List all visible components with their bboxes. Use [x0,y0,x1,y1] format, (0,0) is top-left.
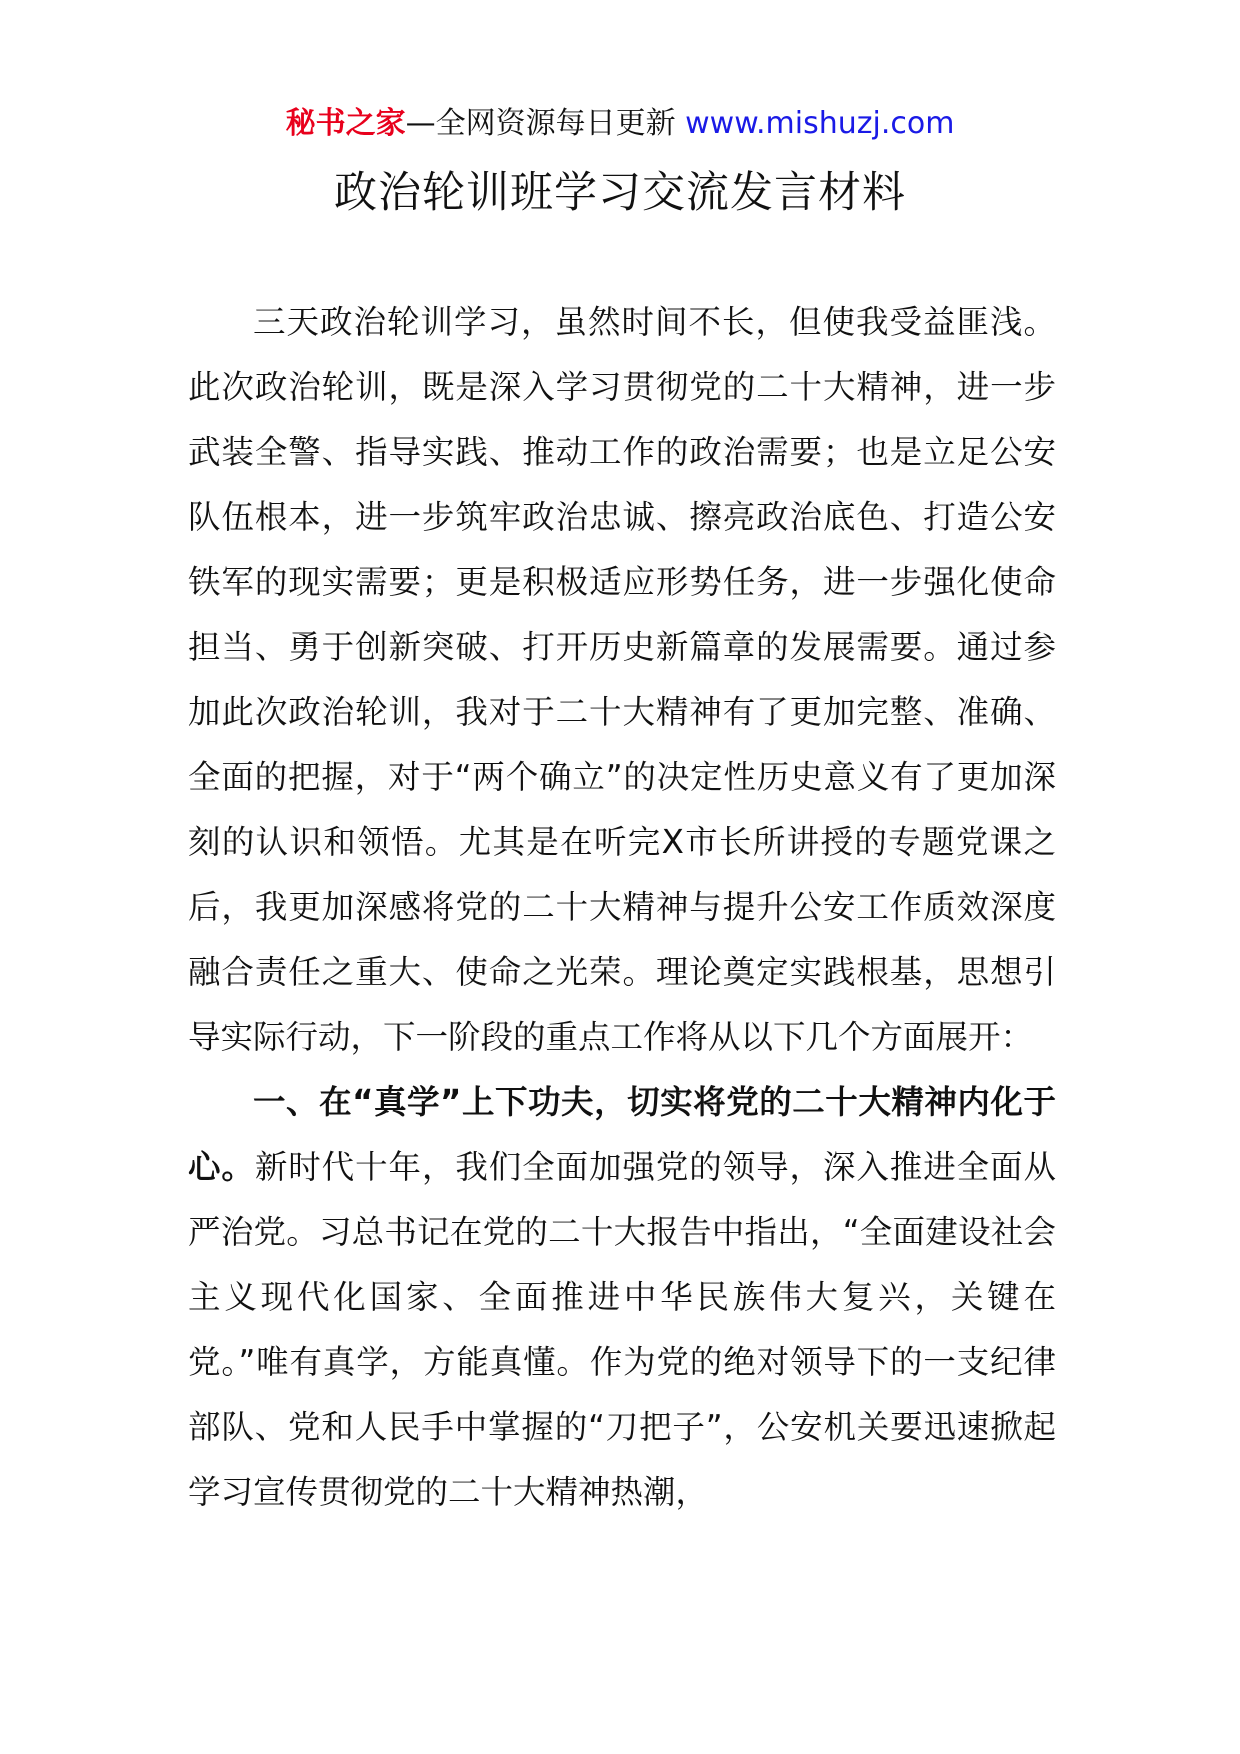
paragraph-section-1 [188,1070,1056,1525]
section-1-body: 新时代十年，我们全面加强党的领导，深入推进全面从严治党。习总书记在党的二十大报告中指出，“全面建设社会主义现代化国家、全面推进中华民族伟大复兴，关键在党。”唯有真学，方能真懂。作为党的绝对领导下的一支纪律部队、党和人民手中掌握的“刀把子”，公安机关要迅速掀起学习宣传贯彻党的二十大精神热潮， [188,1148,1056,1511]
header-tagline: —全网资源每日更新 [405,106,676,141]
document-title: 政治轮训班学习交流发言材料 [334,168,906,218]
paragraph-intro: 三天政治轮训学习，虽然时间不长，但使我受益匪浅。此次政治轮训，既是深入学习贯彻党的二十大精神，进一步武装全警、指导实践、推动工作的政治需要；也是立足公安队伍根本，进一步筑牢政治忠诚、擦亮政治底色、打造公安铁军的现实需要；更是积极适应形势任务，进一步强化使命担当、勇于创新突破、打开历史新篇章的发展需要。通过参加此次政治轮训，我对于二十大精神有了更加完整、准确、全面的把握，对于“两个确立”的决定性历史意义有了更加深刻的认识和领悟。尤其是在听完X市长所讲授的专题党课之后，我更加深感将党的二十大精神与提升公安工作质效深度融合责任之重大、使命之光荣。理论奠定实践根基，思想引导实际行动，下一阶段的重点工作将从以下几个方面展开： [188,303,1056,1056]
brand-name: 秘书之家 [285,106,406,141]
watermark-header [0,104,1240,144]
document-body [188,290,1056,1525]
section-1-heading: 一、在“真学”上下功夫，切实将党的二十大精神内化于心。 [188,1083,1056,1186]
site-url: www.mishuzj.com [685,106,955,141]
